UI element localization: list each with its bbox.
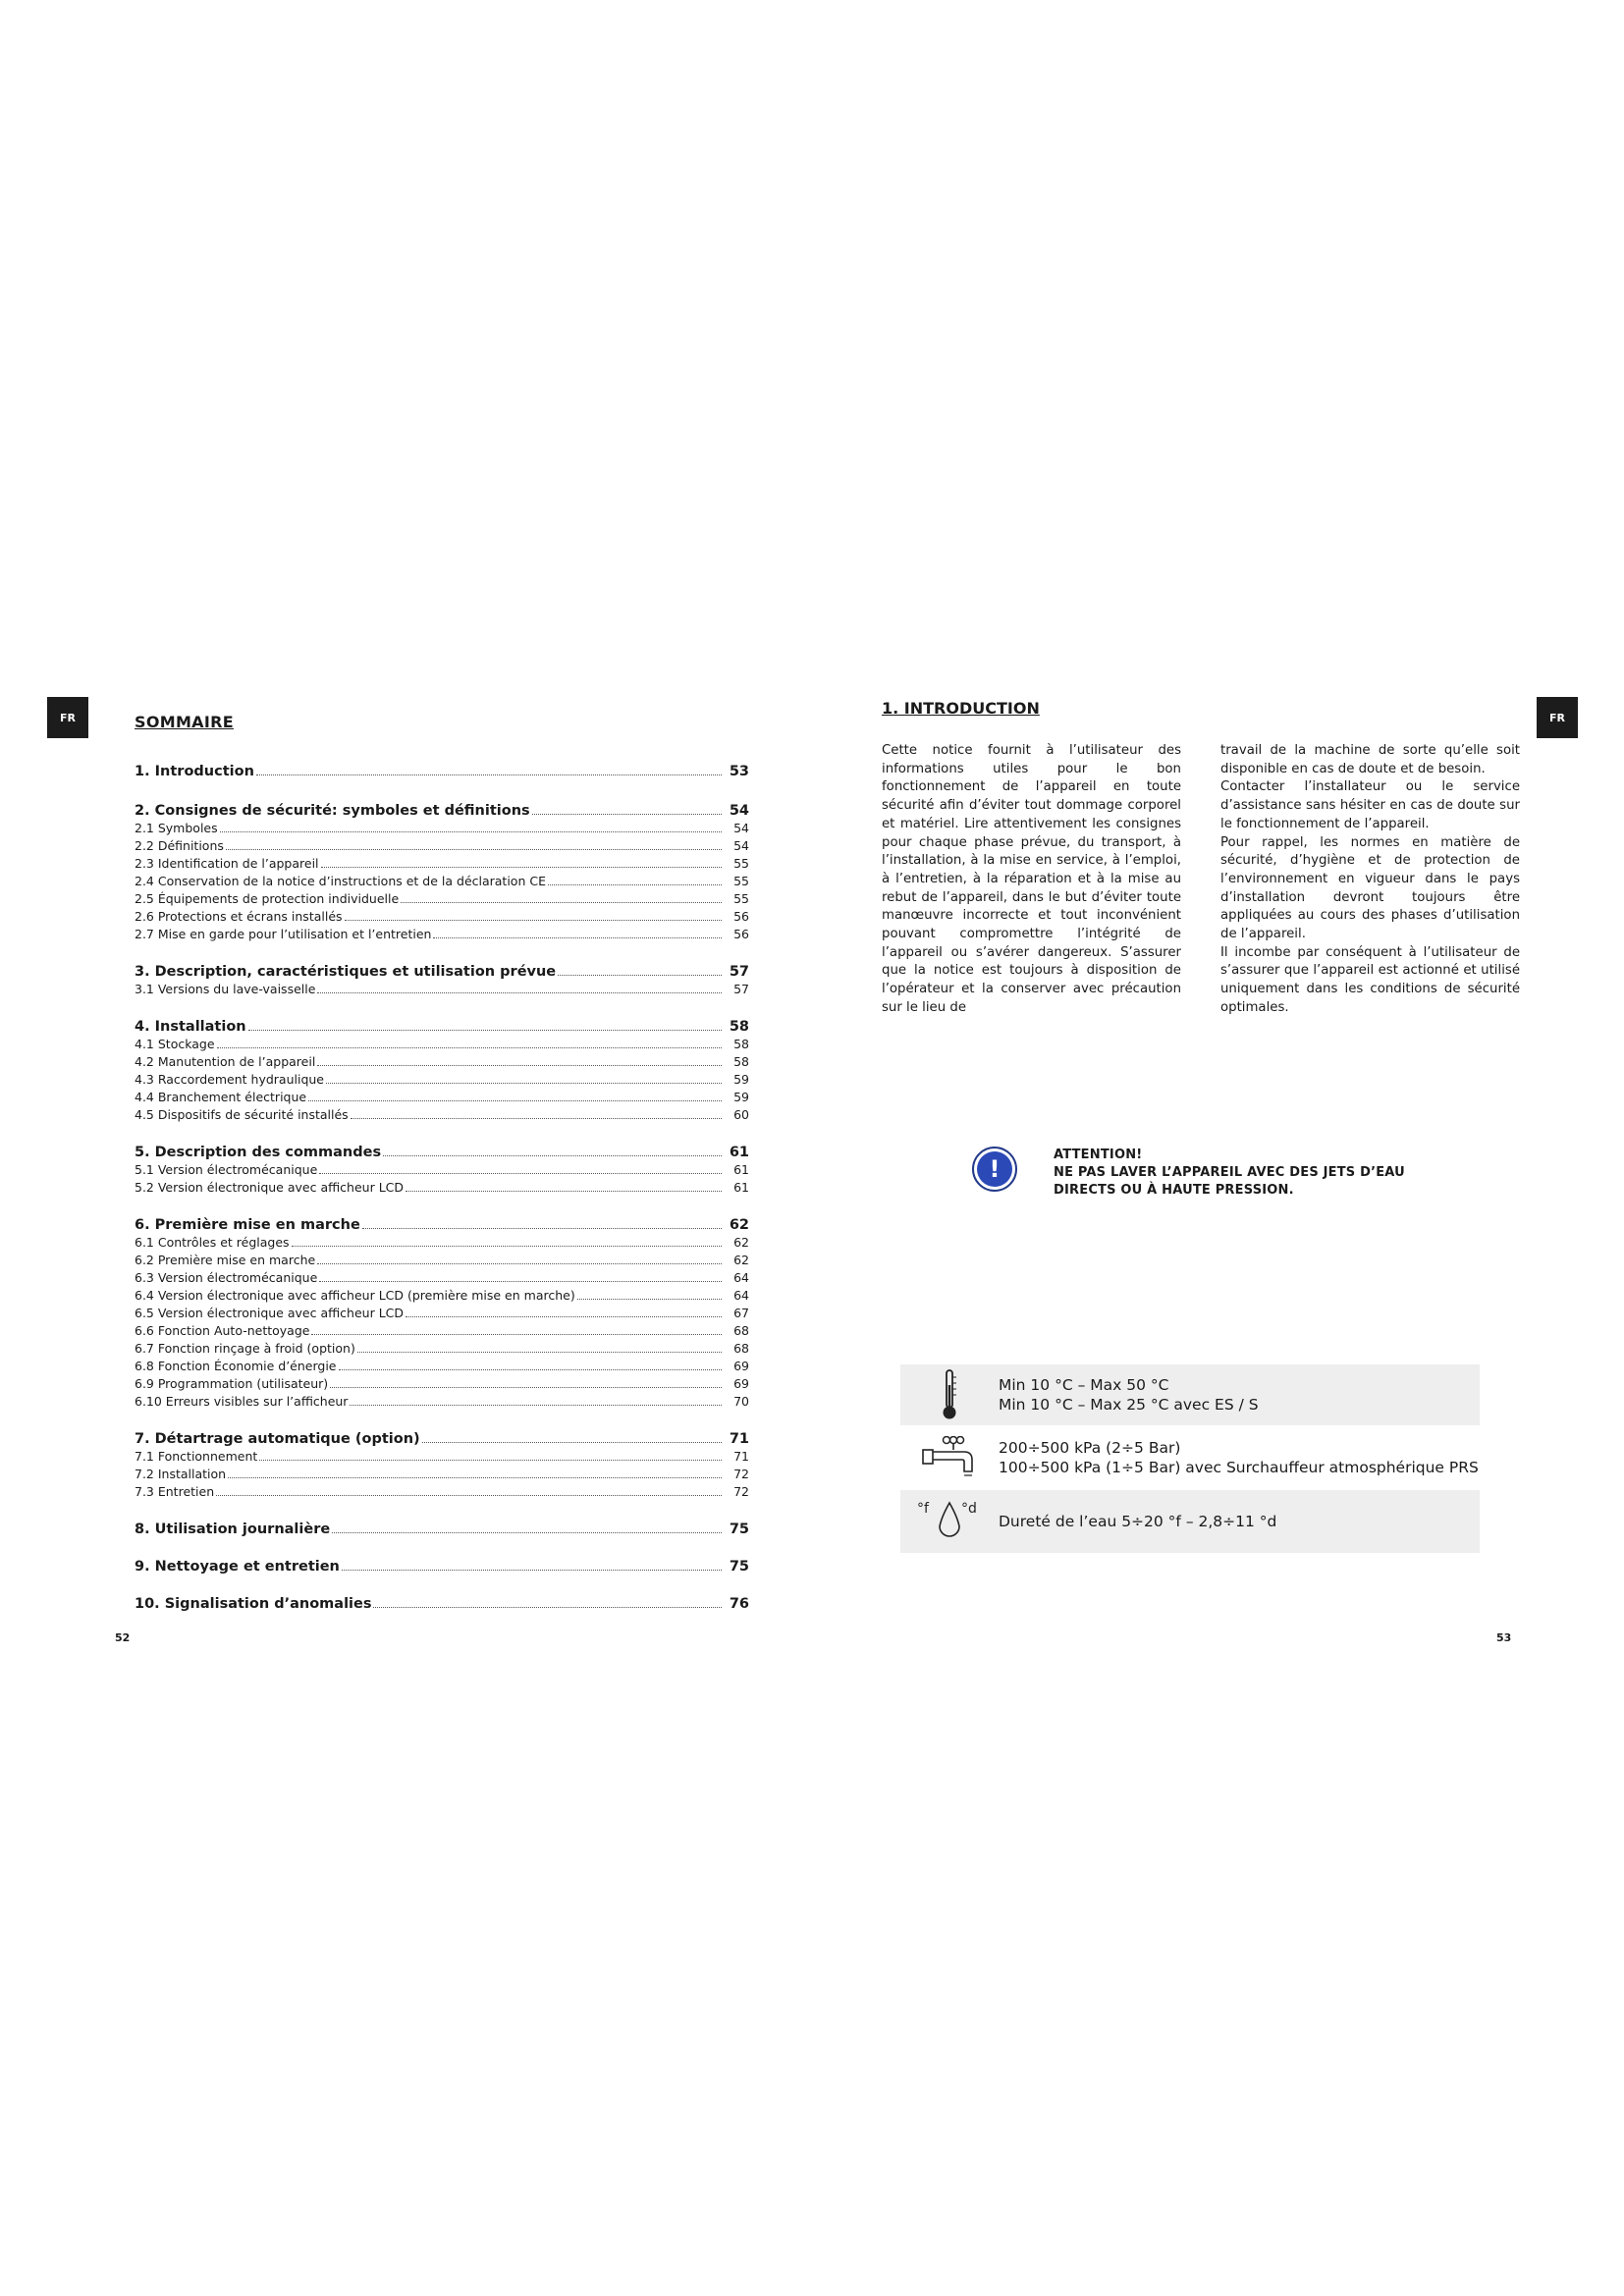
- dot-leader: [406, 1316, 722, 1317]
- intro-paragraph: Il incombe par conséquent à l’utilisateur de s’assurer que l’appareil est actionné et utilisé uniquement dans les conditions de sécurité optimales.: [1220, 944, 1520, 1015]
- dot-leader: [362, 1228, 722, 1229]
- toc-subentry-page: 61: [733, 1162, 749, 1177]
- spec-row-pressure: [900, 1427, 1480, 1488]
- dot-leader: [319, 1281, 722, 1282]
- toc-subentry: [135, 1234, 749, 1252]
- dot-leader: [406, 1191, 722, 1192]
- introduction-heading: 1. INTRODUCTION: [882, 699, 1040, 718]
- toc-subentry-page: 72: [733, 1484, 749, 1499]
- toc-subentry-page: 64: [733, 1270, 749, 1285]
- toc-subentry: [135, 890, 749, 908]
- dot-leader: [256, 774, 722, 775]
- toc-entry: [135, 802, 749, 820]
- toc-subentry-title: 4.2 Manutention de l’appareil: [135, 1054, 316, 1069]
- dot-leader: [577, 1299, 722, 1300]
- toc-subentry: [135, 873, 749, 890]
- toc-subentry-title: 7.1 Fonctionnement: [135, 1449, 258, 1464]
- toc-entry: [135, 1521, 749, 1538]
- toc-subentry-title: 2.4 Conservation de la notice d’instructions et de la déclaration CE: [135, 874, 546, 888]
- dot-leader: [220, 831, 722, 832]
- toc-entry-title: 8. Utilisation journalière: [135, 1522, 331, 1537]
- toc-subentry-title: 6.1 Contrôles et réglages: [135, 1235, 290, 1250]
- toc-subentry-title: 6.5 Version électronique avec afficheur LCD: [135, 1306, 405, 1320]
- water-hardness-line: Dureté de l’eau 5÷20 °f – 2,8÷11 °d: [999, 1513, 1277, 1530]
- toc-section: [135, 1430, 749, 1501]
- dot-leader: [248, 1030, 722, 1031]
- water-drop-icon: [900, 1491, 999, 1552]
- warning-notice: [1054, 1147, 1405, 1200]
- toc-subentry-page: 62: [733, 1235, 749, 1250]
- dot-leader: [317, 1065, 722, 1066]
- toc-subentry-title: 6.2 Première mise en marche: [135, 1253, 316, 1267]
- dot-leader: [332, 1532, 722, 1533]
- dot-leader: [548, 884, 722, 885]
- dot-leader: [433, 937, 722, 938]
- toc-subentry-title: 6.4 Version électronique avec afficheur LCD (première mise en marche): [135, 1288, 575, 1303]
- page-number-right: 53: [1496, 1631, 1512, 1644]
- toc-subentry-page: 70: [733, 1394, 749, 1409]
- water-tap-icon: [900, 1427, 999, 1488]
- toc-section: [135, 763, 749, 780]
- toc-subentry: [135, 1269, 749, 1287]
- spec-row-temperature: [900, 1364, 1480, 1425]
- warning-line: NE PAS LAVER L’APPAREIL AVEC DES JETS D’EAU: [1054, 1165, 1405, 1180]
- toc-subentry-page: 60: [733, 1107, 749, 1122]
- dot-leader: [345, 920, 722, 921]
- toc-subentry-page: 69: [733, 1376, 749, 1391]
- toc-subentry: [135, 1483, 749, 1501]
- toc-entry-page: 61: [729, 1145, 749, 1160]
- toc-section: [135, 1595, 749, 1613]
- toc-entry: [135, 1144, 749, 1161]
- dot-leader: [311, 1334, 722, 1335]
- toc-entry-title: 3. Description, caractéristiques et utilisation prévue: [135, 964, 557, 980]
- toc-subentry-title: 6.6 Fonction Auto-nettoyage: [135, 1323, 310, 1338]
- toc-entry-title: 2. Consignes de sécurité: symboles et définitions: [135, 803, 530, 819]
- dot-leader: [401, 902, 722, 903]
- toc-subentry: [135, 1393, 749, 1411]
- dot-leader: [321, 867, 722, 868]
- dot-leader: [383, 1155, 722, 1156]
- toc-subentry-page: 68: [733, 1341, 749, 1356]
- toc-entry-title: 1. Introduction: [135, 764, 254, 779]
- specifications-table: [900, 1364, 1480, 1555]
- toc-entry-page: 54: [729, 803, 749, 819]
- dot-leader: [317, 1263, 722, 1264]
- toc-subentry-title: 6.10 Erreurs visibles sur l’afficheur: [135, 1394, 349, 1409]
- toc-subentry-title: 3.1 Versions du lave-vaisselle: [135, 982, 316, 996]
- toc-entry: [135, 1430, 749, 1448]
- thermometer-icon: [900, 1364, 999, 1425]
- language-tab-fr: FR: [47, 697, 88, 738]
- toc-entry-page: 62: [729, 1217, 749, 1233]
- toc-subentry: [135, 837, 749, 855]
- dot-leader: [342, 1570, 722, 1571]
- dot-leader: [259, 1460, 722, 1461]
- toc-subentry-page: 72: [733, 1467, 749, 1481]
- toc-subentry-title: 2.6 Protections et écrans installés: [135, 909, 343, 924]
- toc-subentry-title: 7.2 Installation: [135, 1467, 227, 1481]
- toc-subentry-page: 69: [733, 1359, 749, 1373]
- dot-leader: [317, 992, 722, 993]
- toc-subentry: [135, 820, 749, 837]
- intro-paragraph: Pour rappel, les normes en matière de sécurité, d’hygiène et de protection de l’environnement en vigueur dans le pays d’installation devront toujours être appliquées au cours des phases d’utilisation de l’appareil.: [1220, 834, 1520, 942]
- toc-subentry: [135, 1071, 749, 1089]
- toc-subentry-title: 4.3 Raccordement hydraulique: [135, 1072, 324, 1087]
- intro-paragraph: Contacter l’installateur ou le service d’assistance sans hésiter en cas de doute sur le fonctionnement de l’appareil.: [1220, 779, 1520, 831]
- pressure-range-line: 100÷500 kPa (1÷5 Bar) avec Surchauffeur atmosphérique PRS: [999, 1459, 1479, 1476]
- toc-subentry: [135, 908, 749, 926]
- toc-subentry-page: 55: [733, 856, 749, 871]
- toc-subentry: [135, 855, 749, 873]
- toc-entry-page: 76: [729, 1596, 749, 1612]
- toc-section: [135, 1558, 749, 1575]
- toc-subentry: [135, 981, 749, 998]
- toc-subentry: [135, 1106, 749, 1124]
- dot-leader: [357, 1352, 722, 1353]
- toc-subentry-page: 57: [733, 982, 749, 996]
- unit-f-label: °f: [917, 1501, 929, 1517]
- toc-subentry: [135, 1375, 749, 1393]
- toc-entry-page: 53: [729, 764, 749, 779]
- temperature-range-line: Min 10 °C – Max 50 °C: [999, 1376, 1169, 1394]
- dot-leader: [422, 1442, 722, 1443]
- toc-section: [135, 1216, 749, 1411]
- toc-subentry-page: 54: [733, 821, 749, 835]
- toc-section: [135, 1144, 749, 1197]
- toc-subentry-page: 54: [733, 838, 749, 853]
- toc-entry-title: 6. Première mise en marche: [135, 1217, 360, 1233]
- toc-subentry: [135, 1340, 749, 1358]
- toc-title: SOMMAIRE: [135, 713, 234, 731]
- toc-entry-page: 57: [729, 964, 749, 980]
- toc-entry: [135, 763, 749, 780]
- toc-entry-title: 7. Détartrage automatique (option): [135, 1431, 420, 1447]
- dot-leader: [228, 1477, 722, 1478]
- toc-entry-title: 5. Description des commandes: [135, 1145, 382, 1160]
- toc-section: [135, 802, 749, 943]
- toc-subentry-page: 59: [733, 1090, 749, 1104]
- toc-subentry-title: 6.7 Fonction rinçage à froid (option): [135, 1341, 355, 1356]
- toc-section: [135, 1018, 749, 1124]
- pressure-range-line: 200÷500 kPa (2÷5 Bar): [999, 1439, 1181, 1457]
- toc-subentry: [135, 926, 749, 943]
- toc-subentry-page: 67: [733, 1306, 749, 1320]
- introduction-column-2: [1220, 742, 1520, 1018]
- toc-subentry: [135, 1287, 749, 1305]
- toc-subentry-title: 2.2 Définitions: [135, 838, 224, 853]
- dot-leader: [350, 1405, 722, 1406]
- intro-paragraph: Cette notice fournit à l’utilisateur des informations utiles pour le bon fonctionnement de l’appareil en toute sécurité afin d’éviter tout dommage corporel et matériel. Lire attentivement les consignes pour chaque phase prévue, du transport, à l’installation, à la mise en service, à l’emploi, à l’entretien, à la réparation et à la mise au rebut de l’appareil, dans le but d’éviter toute manœuvre incorrecte et tout inconvénient pouvant compromettre l’intégrité de l’appareil ou s’avérer dangereux. S’assurer que la notice est toujours à disposition de l’opérateur et la conserver avec précaution sur le lieu de: [882, 743, 1181, 1015]
- toc-subentry: [135, 1305, 749, 1322]
- toc-subentry: [135, 1322, 749, 1340]
- toc-subentry-page: 55: [733, 874, 749, 888]
- warning-title: ATTENTION!: [1054, 1148, 1143, 1162]
- toc-entry: [135, 1595, 749, 1613]
- spec-row-hardness: [900, 1490, 1480, 1553]
- toc-subentry-page: 55: [733, 891, 749, 906]
- toc-section: [135, 963, 749, 998]
- toc-entry-page: 58: [729, 1019, 749, 1035]
- toc-subentry-page: 61: [733, 1180, 749, 1195]
- toc-subentry: [135, 1179, 749, 1197]
- dot-leader: [308, 1100, 722, 1101]
- toc-subentry-title: 2.1 Symboles: [135, 821, 218, 835]
- dot-leader: [351, 1118, 722, 1119]
- toc-subentry-title: 2.5 Équipements de protection individuelle: [135, 891, 400, 906]
- toc-subentry-page: 64: [733, 1288, 749, 1303]
- dot-leader: [558, 975, 722, 976]
- toc-subentry-page: 58: [733, 1054, 749, 1069]
- introduction-column-1: [882, 742, 1181, 1018]
- unit-d-label: °d: [961, 1501, 977, 1517]
- toc-subentry: [135, 1252, 749, 1269]
- toc-entry: [135, 1018, 749, 1036]
- toc-subentry: [135, 1053, 749, 1071]
- toc-subentry-page: 56: [733, 909, 749, 924]
- dot-leader: [339, 1369, 723, 1370]
- toc-subentry-title: 2.3 Identification de l’appareil: [135, 856, 319, 871]
- toc-subentry-title: 4.5 Dispositifs de sécurité installés: [135, 1107, 349, 1122]
- toc-entry: [135, 963, 749, 981]
- toc-entry-title: 4. Installation: [135, 1019, 246, 1035]
- dot-leader: [330, 1387, 722, 1388]
- toc-subentry: [135, 1036, 749, 1053]
- temperature-range-line: Min 10 °C – Max 25 °C avec ES / S: [999, 1396, 1259, 1414]
- toc-subentry-title: 5.2 Version électronique avec afficheur LCD: [135, 1180, 405, 1195]
- toc-subentry-title: 5.1 Version électromécanique: [135, 1162, 318, 1177]
- dot-leader: [373, 1607, 722, 1608]
- toc-entry-page: 75: [729, 1559, 749, 1575]
- toc-subentry-title: 6.9 Programmation (utilisateur): [135, 1376, 329, 1391]
- toc-subentry-title: 4.1 Stockage: [135, 1037, 215, 1051]
- toc-entry-page: 71: [729, 1431, 749, 1447]
- dot-leader: [217, 1047, 722, 1048]
- toc-subentry-title: 4.4 Branchement électrique: [135, 1090, 307, 1104]
- toc-subentry: [135, 1089, 749, 1106]
- toc-subentry-title: 6.3 Version électromécanique: [135, 1270, 318, 1285]
- toc-subentry-page: 59: [733, 1072, 749, 1087]
- table-of-contents: [135, 763, 749, 1632]
- toc-subentry-title: 7.3 Entretien: [135, 1484, 215, 1499]
- toc-subentry-page: 71: [733, 1449, 749, 1464]
- dot-leader: [292, 1246, 722, 1247]
- toc-subentry: [135, 1448, 749, 1466]
- toc-subentry-title: 2.7 Mise en garde pour l’utilisation et l’entretien: [135, 927, 432, 941]
- intro-paragraph: travail de la machine de sorte qu’elle soit disponible en cas de doute et de besoin.: [1220, 743, 1520, 776]
- toc-subentry: [135, 1466, 749, 1483]
- toc-entry-title: 10. Signalisation d’anomalies: [135, 1596, 372, 1612]
- dot-leader: [226, 849, 722, 850]
- toc-entry-title: 9. Nettoyage et entretien: [135, 1559, 340, 1575]
- dot-leader: [326, 1083, 722, 1084]
- dot-leader: [532, 814, 722, 815]
- toc-subentry-page: 62: [733, 1253, 749, 1267]
- toc-entry-page: 75: [729, 1522, 749, 1537]
- page-number-left: 52: [115, 1631, 131, 1644]
- language-tab-fr-right: FR: [1537, 697, 1578, 738]
- dot-leader: [216, 1495, 722, 1496]
- toc-subentry-page: 56: [733, 927, 749, 941]
- toc-subentry-title: 6.8 Fonction Économie d’énergie: [135, 1359, 337, 1373]
- toc-subentry-page: 68: [733, 1323, 749, 1338]
- toc-subentry: [135, 1358, 749, 1375]
- toc-entry: [135, 1216, 749, 1234]
- warning-line: DIRECTS OU À HAUTE PRESSION.: [1054, 1183, 1294, 1198]
- exclamation-circle-icon: !: [972, 1147, 1017, 1192]
- toc-entry: [135, 1558, 749, 1575]
- dot-leader: [319, 1173, 722, 1174]
- toc-subentry-page: 58: [733, 1037, 749, 1051]
- toc-section: [135, 1521, 749, 1538]
- toc-subentry: [135, 1161, 749, 1179]
